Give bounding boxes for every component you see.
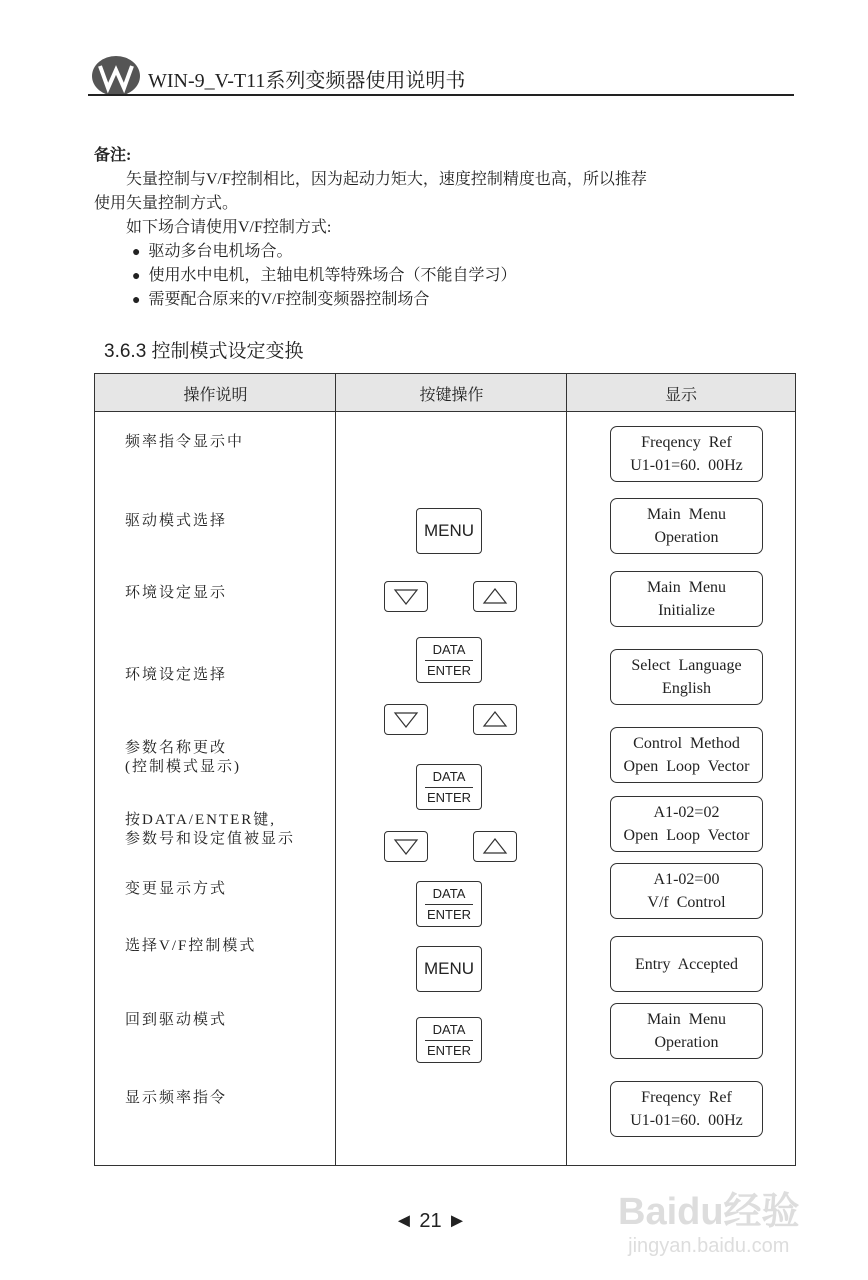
column-divider xyxy=(566,374,567,1165)
display-line: Entry Accepted xyxy=(634,955,739,973)
data-enter-key xyxy=(416,637,482,683)
display-line: English xyxy=(662,680,711,697)
step-description xyxy=(125,937,256,956)
step-description xyxy=(125,512,227,531)
display-line: Open Loop Vector xyxy=(623,827,750,844)
step-description xyxy=(125,811,295,849)
display-line: Operation xyxy=(654,529,719,546)
table-header xyxy=(95,374,795,412)
note-paragraph-line: 使用矢量控制方式。 xyxy=(94,195,239,212)
display-line: Initialize xyxy=(658,602,715,619)
step-line: 参数名称更改 xyxy=(125,740,228,756)
step-line: 变更显示方式 xyxy=(125,881,228,897)
display-line: Freqency Ref xyxy=(641,1089,732,1106)
display-line: Select Language xyxy=(631,657,742,674)
key-label-data: DATA xyxy=(432,886,466,901)
up-arrow-key xyxy=(473,704,517,735)
lcd-display xyxy=(610,1003,763,1059)
step-description xyxy=(125,880,227,899)
step-line: (控制模式显示) xyxy=(125,759,241,775)
key-label-data: DATA xyxy=(432,769,466,784)
down-arrow-key xyxy=(384,704,428,735)
lcd-display xyxy=(610,936,763,992)
column-header: 按键操作 xyxy=(419,387,484,404)
note-paragraph-line: 矢量控制与V/F控制相比，因为起动力矩大，速度控制精度也高，所以推荐 xyxy=(126,171,647,188)
section-title: 3.6.3 控制模式设定变换 xyxy=(104,341,304,362)
note-label: 备注: xyxy=(94,147,132,164)
display-line: A1-02=02 xyxy=(653,804,720,821)
key-label-data: DATA xyxy=(432,642,466,657)
bullet-item: ● 需要配合原来的V/F控制变频器控制场合 xyxy=(132,286,429,309)
lcd-display xyxy=(610,426,763,482)
watermark xyxy=(618,1180,800,1258)
step-line: 参数号和设定值被显示 xyxy=(125,831,296,847)
display-line: Main Menu xyxy=(646,579,727,596)
step-line: 选择V/F控制模式 xyxy=(125,938,257,954)
step-description xyxy=(125,739,241,777)
step-description xyxy=(125,1089,227,1108)
down-arrow-key xyxy=(384,581,428,612)
step-line: 环境设定选择 xyxy=(125,667,228,683)
lcd-display xyxy=(610,571,763,627)
key-divider xyxy=(425,904,473,905)
display-line: Freqency Ref xyxy=(641,434,732,451)
key-label-enter: ENTER xyxy=(426,663,472,678)
triangle-down-icon xyxy=(385,832,427,861)
column-header: 操作说明 xyxy=(183,387,248,404)
step-line: 回到驱动模式 xyxy=(125,1012,228,1028)
step-description xyxy=(125,666,227,685)
display-line: Main Menu xyxy=(646,1011,727,1028)
step-line: 环境设定显示 xyxy=(125,585,228,601)
step-description xyxy=(125,433,244,452)
display-line: V/f Control xyxy=(647,894,726,911)
watermark-url: jingyan.baidu.com xyxy=(628,1235,790,1257)
display-line: Main Menu xyxy=(646,506,727,523)
header-rule xyxy=(88,94,794,96)
procedure-table xyxy=(94,373,796,1166)
data-enter-key xyxy=(416,1017,482,1063)
key-label-data: DATA xyxy=(432,1022,466,1037)
triangle-down-icon xyxy=(385,582,427,611)
lcd-display xyxy=(610,796,763,852)
display-line: Open Loop Vector xyxy=(623,758,750,775)
watermark-text: Baidu经验 xyxy=(618,1191,800,1233)
brand-logo xyxy=(92,56,140,96)
key-divider xyxy=(425,1040,473,1041)
key-label-enter: ENTER xyxy=(426,1043,472,1058)
key-label-enter: ENTER xyxy=(426,907,472,922)
up-arrow-key xyxy=(473,831,517,862)
step-description xyxy=(125,584,227,603)
page-number: ◄ 21 ► xyxy=(394,1210,467,1232)
key-divider xyxy=(425,660,473,661)
header-title: WIN-9_V-T11系列变频器使用说明书 xyxy=(148,70,466,92)
down-arrow-key xyxy=(384,831,428,862)
menu-key: MENU xyxy=(416,508,482,554)
triangle-up-icon xyxy=(474,832,516,861)
display-line: Control Method xyxy=(633,735,740,752)
menu-key: MENU xyxy=(416,946,482,992)
triangle-down-icon xyxy=(385,705,427,734)
bullet-item: ● 使用水中电机，主轴电机等特殊场合（不能自学习） xyxy=(132,262,516,285)
triangle-up-icon xyxy=(474,705,516,734)
data-enter-key xyxy=(416,881,482,927)
note-paragraph: 如下场合请使用V/F控制方式: xyxy=(126,219,332,236)
up-arrow-key xyxy=(473,581,517,612)
data-enter-key xyxy=(416,764,482,810)
lcd-display xyxy=(610,1081,763,1137)
display-line: U1-01=60. 00Hz xyxy=(630,457,743,474)
lcd-display xyxy=(610,649,763,705)
step-line: 显示频率指令 xyxy=(125,1090,228,1106)
step-line: 驱动模式选择 xyxy=(125,513,228,529)
bullet-item: ● 驱动多台电机场合。 xyxy=(132,238,292,261)
column-header: 显示 xyxy=(664,387,697,404)
key-divider xyxy=(425,787,473,788)
column-divider xyxy=(335,374,336,1165)
key-label-enter: ENTER xyxy=(426,790,472,805)
step-line: 按DATA/ENTER键, xyxy=(125,812,277,828)
triangle-up-icon xyxy=(474,582,516,611)
lcd-display xyxy=(610,727,763,783)
display-line: Operation xyxy=(654,1034,719,1051)
step-description xyxy=(125,1011,227,1030)
step-line: 频率指令显示中 xyxy=(125,434,245,450)
lcd-display xyxy=(610,498,763,554)
display-line: U1-01=60. 00Hz xyxy=(630,1112,743,1129)
display-line: A1-02=00 xyxy=(653,871,720,888)
lcd-display xyxy=(610,863,763,919)
